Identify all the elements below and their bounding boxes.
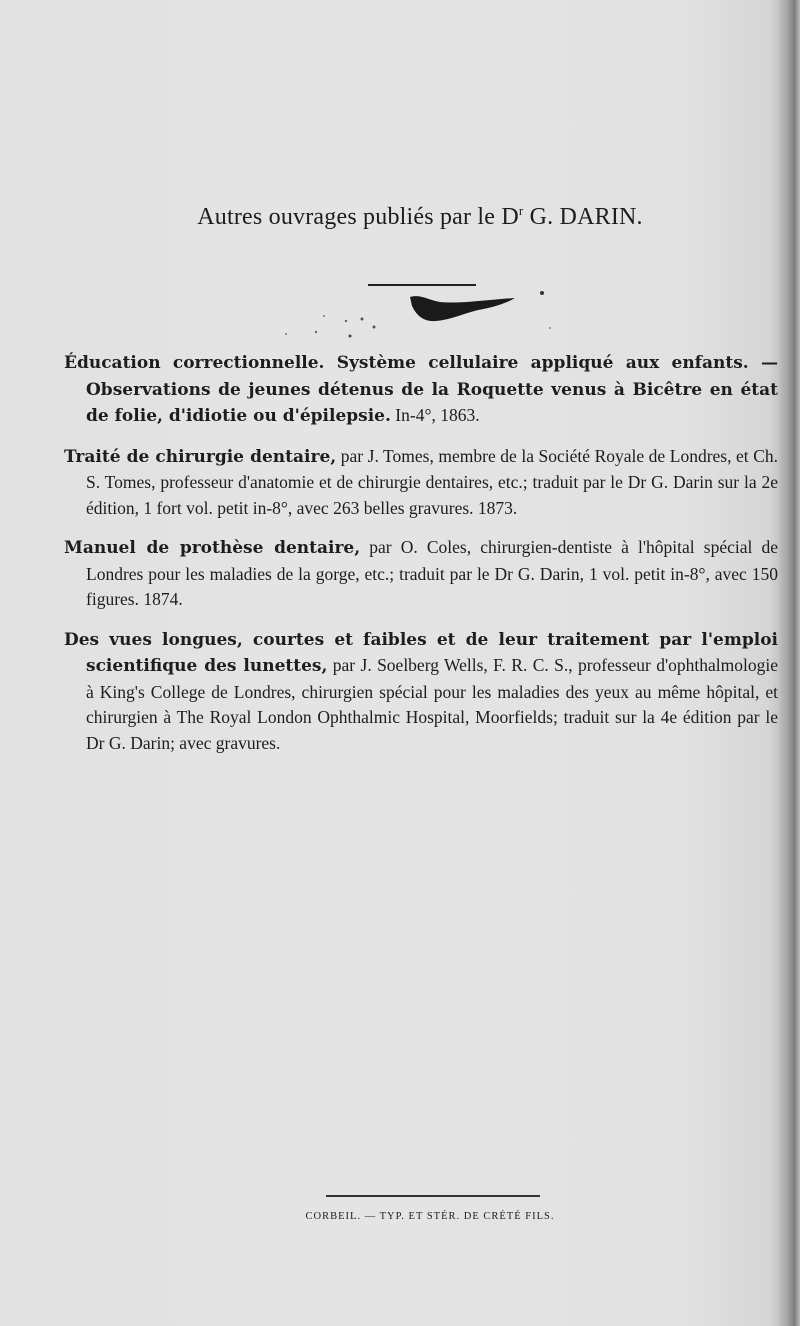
- publication-details: par O. Coles, chirurgien-dentiste à l'hôpital spécial de Londres pour les maladies de la gorge, etc.; traduit par le Dr G. Darin, 1 vol. petit in-8°, avec 150 figures. 1874.: [86, 537, 778, 609]
- publication-list: [64, 350, 778, 770]
- printer-colophon: CORBEIL. — TYP. ET STÉR. DE CRÉTÉ FILS.: [305, 1211, 555, 1222]
- publication-entry: [64, 350, 778, 430]
- publication-title: Éducation correctionnelle. Système cellulaire appliqué aux enfants. — Observations de jeunes détenus de la Roquette venus à Bicêtre en état de folie, d'idiotie ou d'épilepsie.: [64, 353, 778, 426]
- publication-title: Manuel de prothèse dentaire,: [64, 538, 361, 558]
- publication-title: Des vues longues, courtes et faibles et de leur traitement par l'emploi scientifique des lunettes,: [64, 629, 778, 676]
- publication-entry: [64, 627, 778, 757]
- ink-blot-ornament: [250, 280, 570, 350]
- binding-edge: [778, 0, 800, 1326]
- heading-author: G. DARIN.: [523, 204, 643, 230]
- page-heading: [0, 203, 800, 231]
- heading-sup: r: [518, 203, 524, 218]
- publication-entry: [64, 535, 778, 613]
- publication-title: Traité de chirurgie dentaire,: [64, 446, 337, 467]
- publication-details: In-4°, 1863.: [390, 405, 480, 425]
- heading-text: Autres ouvrages publiés par le D: [197, 204, 519, 230]
- publication-entry: [64, 444, 778, 522]
- publication-details: par J. Soelberg Wells, F. R. C. S., professeur d'ophthalmologie à King's College de Londres, chirurgien spécial pour les maladies des yeux au même hôpital, et chirurgien à The Royal London Ophthalmic Hospital, Moorfields; traduit sur la 4e édition par le Dr G. Darin; avec gravures.: [86, 655, 778, 753]
- publication-details: par J. Tomes, membre de la Société Royale de Londres, et Ch. S. Tomes, professeur d'anatomie et de chirurgie dentaires, etc.; traduit par le Dr G. Darin sur la 2e édition, 1 fort vol. petit in-8°, avec 263 belles gravures. 1873.: [86, 445, 778, 518]
- bottom-rule: [326, 1195, 540, 1197]
